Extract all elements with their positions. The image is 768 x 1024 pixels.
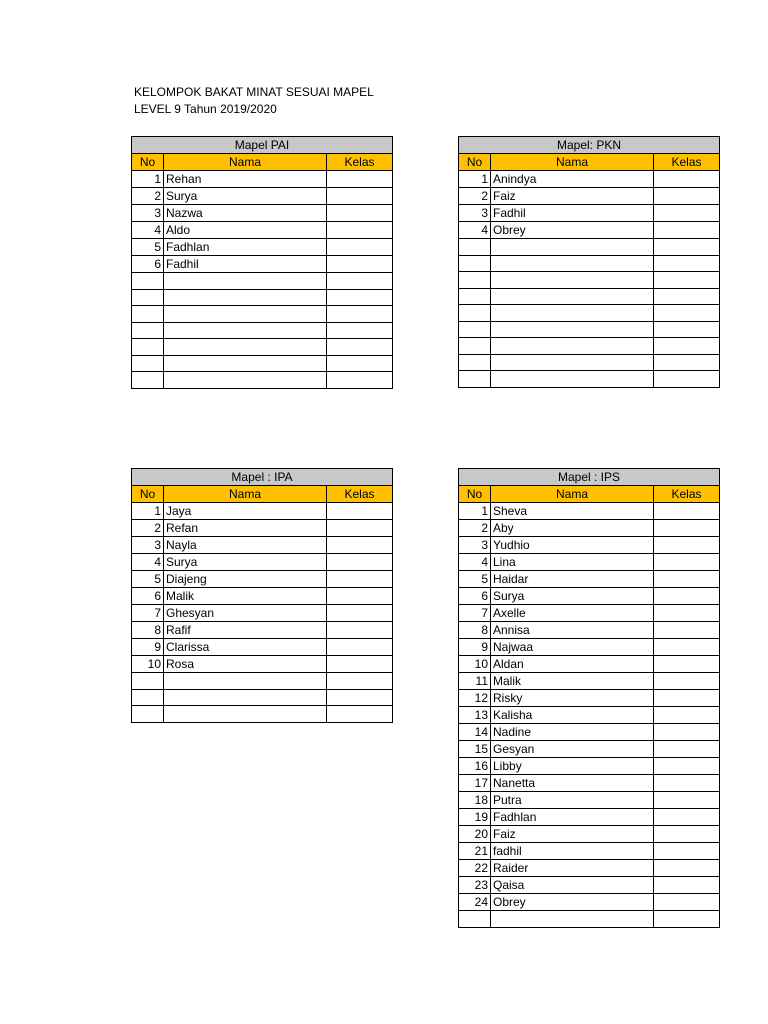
table-row (459, 571, 720, 588)
cell-kelas (654, 171, 720, 188)
cell-kelas (327, 322, 393, 339)
cell-kelas (327, 503, 393, 520)
cell-kelas (654, 826, 720, 843)
cell-kelas (654, 758, 720, 775)
cell-no (459, 371, 491, 388)
cell-kelas (654, 843, 720, 860)
column-header-kelas: Kelas (327, 486, 393, 503)
cell-no: 21 (459, 843, 491, 860)
table-row (132, 171, 393, 188)
cell-nama: Gesyan (491, 741, 654, 758)
table-row (459, 877, 720, 894)
table-row (459, 690, 720, 707)
cell-nama: Aldo (164, 222, 327, 239)
cell-nama: Diajeng (164, 571, 327, 588)
table-title: Mapel : IPA (132, 469, 393, 486)
cell-kelas (327, 222, 393, 239)
cell-nama: Libby (491, 758, 654, 775)
table-row (459, 911, 720, 928)
cell-kelas (654, 911, 720, 928)
table-row (459, 371, 720, 388)
table-row (132, 306, 393, 323)
cell-kelas (654, 894, 720, 911)
cell-kelas (654, 371, 720, 388)
cell-nama (164, 372, 327, 389)
cell-kelas (654, 503, 720, 520)
table-row (132, 503, 393, 520)
cell-nama (491, 911, 654, 928)
cell-nama: Obrey (491, 222, 654, 239)
table-row (459, 520, 720, 537)
table-title-row (459, 469, 720, 486)
cell-nama: Fadhil (164, 256, 327, 273)
cell-nama: Fadhlan (491, 809, 654, 826)
cell-no: 3 (132, 537, 164, 554)
cell-nama: fadhil (491, 843, 654, 860)
table-row (459, 288, 720, 305)
table-mapel-pai (131, 136, 393, 389)
cell-no: 5 (132, 239, 164, 256)
cell-no: 1 (459, 503, 491, 520)
cell-kelas (654, 690, 720, 707)
cell-no: 14 (459, 724, 491, 741)
cell-nama (164, 339, 327, 356)
cell-no: 1 (132, 171, 164, 188)
cell-nama (491, 321, 654, 338)
table-title-row (459, 137, 720, 154)
cell-nama (491, 354, 654, 371)
table-mapel-ips (458, 468, 720, 928)
cell-no: 16 (459, 758, 491, 775)
cell-no: 9 (459, 639, 491, 656)
cell-nama: Aldan (491, 656, 654, 673)
cell-no: 17 (459, 775, 491, 792)
cell-nama: Putra (491, 792, 654, 809)
table-title-row (132, 469, 393, 486)
column-header-no: No (132, 486, 164, 503)
table-row (132, 588, 393, 605)
cell-no (132, 273, 164, 290)
cell-kelas (654, 520, 720, 537)
cell-nama: Anindya (491, 171, 654, 188)
cell-nama (164, 273, 327, 290)
cell-nama: Aby (491, 520, 654, 537)
cell-no: 18 (459, 792, 491, 809)
cell-nama: Faiz (491, 188, 654, 205)
cell-kelas (327, 639, 393, 656)
cell-kelas (327, 706, 393, 723)
table-row (459, 554, 720, 571)
cell-kelas (327, 554, 393, 571)
cell-no (132, 706, 164, 723)
cell-kelas (654, 305, 720, 322)
table-row (459, 171, 720, 188)
table-row (459, 537, 720, 554)
cell-no: 6 (132, 588, 164, 605)
table-row (459, 205, 720, 222)
table-row (459, 656, 720, 673)
cell-no: 4 (132, 222, 164, 239)
cell-nama: Nanetta (491, 775, 654, 792)
cell-kelas (654, 321, 720, 338)
cell-nama: Rosa (164, 656, 327, 673)
cell-kelas (654, 537, 720, 554)
cell-no (132, 322, 164, 339)
table-header-row (132, 154, 393, 171)
column-header-nama: Nama (164, 486, 327, 503)
cell-nama: Kalisha (491, 707, 654, 724)
table-row (459, 338, 720, 355)
cell-nama: Lina (491, 554, 654, 571)
cell-no: 24 (459, 894, 491, 911)
cell-no: 1 (132, 503, 164, 520)
cell-kelas (654, 724, 720, 741)
cell-nama (491, 371, 654, 388)
cell-kelas (327, 188, 393, 205)
cell-kelas (654, 571, 720, 588)
table-title: Mapel: PKN (459, 137, 720, 154)
cell-nama (491, 288, 654, 305)
cell-kelas (327, 588, 393, 605)
cell-nama: Surya (164, 188, 327, 205)
table-row (132, 355, 393, 372)
cell-no (132, 355, 164, 372)
table-row (459, 622, 720, 639)
cell-kelas (654, 673, 720, 690)
cell-nama: Surya (164, 554, 327, 571)
table-row (459, 305, 720, 322)
cell-kelas (327, 372, 393, 389)
cell-kelas (654, 860, 720, 877)
table-row (132, 673, 393, 690)
cell-no: 3 (459, 537, 491, 554)
table-row (132, 571, 393, 588)
cell-kelas (654, 741, 720, 758)
cell-kelas (327, 273, 393, 290)
table-row (132, 622, 393, 639)
table-title-row (132, 137, 393, 154)
cell-kelas (654, 775, 720, 792)
table-row (132, 639, 393, 656)
cell-nama (491, 272, 654, 289)
cell-no (132, 689, 164, 706)
cell-nama (164, 689, 327, 706)
document-title: KELOMPOK BAKAT MINAT SESUAI MAPEL (134, 85, 374, 99)
table-row (459, 860, 720, 877)
table-row (459, 639, 720, 656)
cell-no: 8 (132, 622, 164, 639)
table-row (459, 605, 720, 622)
column-header-nama: Nama (164, 154, 327, 171)
cell-kelas (327, 256, 393, 273)
table-row (459, 255, 720, 272)
cell-kelas (654, 354, 720, 371)
cell-kelas (654, 288, 720, 305)
cell-nama: Rehan (164, 171, 327, 188)
cell-kelas (654, 222, 720, 239)
table-row (459, 588, 720, 605)
cell-nama: Haidar (491, 571, 654, 588)
cell-no: 11 (459, 673, 491, 690)
table-row (459, 826, 720, 843)
cell-nama: Yudhio (491, 537, 654, 554)
cell-no (132, 372, 164, 389)
table-row (132, 554, 393, 571)
table-row (132, 273, 393, 290)
cell-kelas (327, 289, 393, 306)
document-header (134, 84, 374, 118)
cell-nama: Axelle (491, 605, 654, 622)
cell-nama: Annisa (491, 622, 654, 639)
cell-nama (491, 305, 654, 322)
table-title: Mapel : IPS (459, 469, 720, 486)
table-mapel-ipa (131, 468, 393, 723)
cell-nama: Risky (491, 690, 654, 707)
cell-nama: Rafif (164, 622, 327, 639)
cell-no (132, 289, 164, 306)
cell-no (459, 911, 491, 928)
cell-kelas (654, 554, 720, 571)
table-row (132, 520, 393, 537)
cell-kelas (327, 239, 393, 256)
cell-no: 8 (459, 622, 491, 639)
table-header-row (459, 486, 720, 503)
cell-nama (491, 338, 654, 355)
column-header-kelas: Kelas (654, 486, 720, 503)
cell-kelas (327, 355, 393, 372)
cell-no: 6 (459, 588, 491, 605)
table-row (132, 239, 393, 256)
cell-no: 22 (459, 860, 491, 877)
cell-no: 2 (459, 520, 491, 537)
table-row (459, 792, 720, 809)
table-row (459, 188, 720, 205)
cell-no: 20 (459, 826, 491, 843)
cell-nama: Fadhil (491, 205, 654, 222)
cell-nama (164, 706, 327, 723)
cell-no: 23 (459, 877, 491, 894)
cell-kelas (654, 792, 720, 809)
table-row (459, 239, 720, 256)
cell-kelas (654, 605, 720, 622)
table-row (459, 673, 720, 690)
table-row (132, 222, 393, 239)
cell-kelas (654, 588, 720, 605)
column-header-no: No (132, 154, 164, 171)
cell-kelas (327, 605, 393, 622)
table-row (132, 605, 393, 622)
table-row (459, 894, 720, 911)
cell-kelas (654, 239, 720, 256)
table-row (132, 339, 393, 356)
table-row (132, 205, 393, 222)
cell-no: 7 (459, 605, 491, 622)
table-row (132, 322, 393, 339)
cell-nama: Fadhlan (164, 239, 327, 256)
cell-no: 4 (132, 554, 164, 571)
cell-nama: Raider (491, 860, 654, 877)
cell-nama (491, 239, 654, 256)
column-header-nama: Nama (491, 486, 654, 503)
table-header-row (459, 154, 720, 171)
cell-no (459, 305, 491, 322)
table-row (132, 256, 393, 273)
cell-kelas (654, 656, 720, 673)
table-header-row (132, 486, 393, 503)
table-row (459, 354, 720, 371)
table-row (459, 707, 720, 724)
cell-kelas (654, 809, 720, 826)
table-row (132, 656, 393, 673)
cell-no: 10 (459, 656, 491, 673)
cell-kelas (327, 571, 393, 588)
cell-nama: Obrey (491, 894, 654, 911)
cell-kelas (327, 689, 393, 706)
cell-kelas (654, 272, 720, 289)
cell-no: 4 (459, 554, 491, 571)
column-header-kelas: Kelas (654, 154, 720, 171)
cell-no: 2 (132, 520, 164, 537)
cell-no (459, 272, 491, 289)
table-row (459, 843, 720, 860)
cell-kelas (654, 877, 720, 894)
cell-kelas (654, 205, 720, 222)
table-row (459, 724, 720, 741)
table-mapel-pkn (458, 136, 720, 388)
cell-no (132, 306, 164, 323)
cell-nama: Sheva (491, 503, 654, 520)
table-row (459, 758, 720, 775)
cell-kelas (327, 622, 393, 639)
cell-nama: Clarissa (164, 639, 327, 656)
cell-no: 2 (459, 188, 491, 205)
table-row (459, 741, 720, 758)
cell-nama: Najwaa (491, 639, 654, 656)
cell-kelas (327, 673, 393, 690)
cell-nama: Jaya (164, 503, 327, 520)
cell-no: 1 (459, 171, 491, 188)
table-row (459, 775, 720, 792)
cell-no (459, 321, 491, 338)
cell-no (459, 255, 491, 272)
table-row (132, 188, 393, 205)
cell-no: 15 (459, 741, 491, 758)
cell-kelas (654, 639, 720, 656)
cell-kelas (327, 339, 393, 356)
cell-nama (164, 289, 327, 306)
cell-no (459, 239, 491, 256)
cell-kelas (327, 171, 393, 188)
table-row (459, 222, 720, 239)
cell-kelas (327, 306, 393, 323)
cell-nama: Nazwa (164, 205, 327, 222)
cell-nama: Malik (164, 588, 327, 605)
cell-no (459, 288, 491, 305)
cell-no (132, 339, 164, 356)
table-row (459, 272, 720, 289)
column-header-nama: Nama (491, 154, 654, 171)
cell-no: 13 (459, 707, 491, 724)
cell-no: 19 (459, 809, 491, 826)
cell-nama (164, 355, 327, 372)
cell-kelas (327, 520, 393, 537)
column-header-no: No (459, 486, 491, 503)
cell-nama: Surya (491, 588, 654, 605)
cell-nama: Nayla (164, 537, 327, 554)
table-row (459, 321, 720, 338)
cell-kelas (327, 205, 393, 222)
cell-no (459, 354, 491, 371)
cell-no (132, 673, 164, 690)
cell-kelas (327, 537, 393, 554)
cell-no: 3 (132, 205, 164, 222)
table-row (132, 706, 393, 723)
table-row (459, 503, 720, 520)
cell-nama (164, 673, 327, 690)
cell-nama: Malik (491, 673, 654, 690)
cell-no: 5 (132, 571, 164, 588)
cell-kelas (654, 707, 720, 724)
table-row (459, 809, 720, 826)
column-header-no: No (459, 154, 491, 171)
column-header-kelas: Kelas (327, 154, 393, 171)
table-row (132, 537, 393, 554)
table-row (132, 372, 393, 389)
cell-no: 7 (132, 605, 164, 622)
cell-no: 3 (459, 205, 491, 222)
cell-no: 12 (459, 690, 491, 707)
cell-nama (491, 255, 654, 272)
table-row (132, 689, 393, 706)
cell-no: 9 (132, 639, 164, 656)
cell-kelas (654, 188, 720, 205)
cell-nama: Nadine (491, 724, 654, 741)
cell-kelas (654, 255, 720, 272)
cell-kelas (654, 338, 720, 355)
cell-nama (164, 306, 327, 323)
cell-nama (164, 322, 327, 339)
cell-nama: Ghesyan (164, 605, 327, 622)
cell-no: 6 (132, 256, 164, 273)
cell-kelas (654, 622, 720, 639)
cell-no: 2 (132, 188, 164, 205)
document-subtitle: LEVEL 9 Tahun 2019/2020 (134, 102, 277, 116)
table-title: Mapel PAI (132, 137, 393, 154)
cell-nama: Qaisa (491, 877, 654, 894)
cell-nama: Faiz (491, 826, 654, 843)
table-row (132, 289, 393, 306)
cell-no (459, 338, 491, 355)
cell-no: 4 (459, 222, 491, 239)
cell-no: 5 (459, 571, 491, 588)
cell-nama: Refan (164, 520, 327, 537)
cell-no: 10 (132, 656, 164, 673)
cell-kelas (327, 656, 393, 673)
